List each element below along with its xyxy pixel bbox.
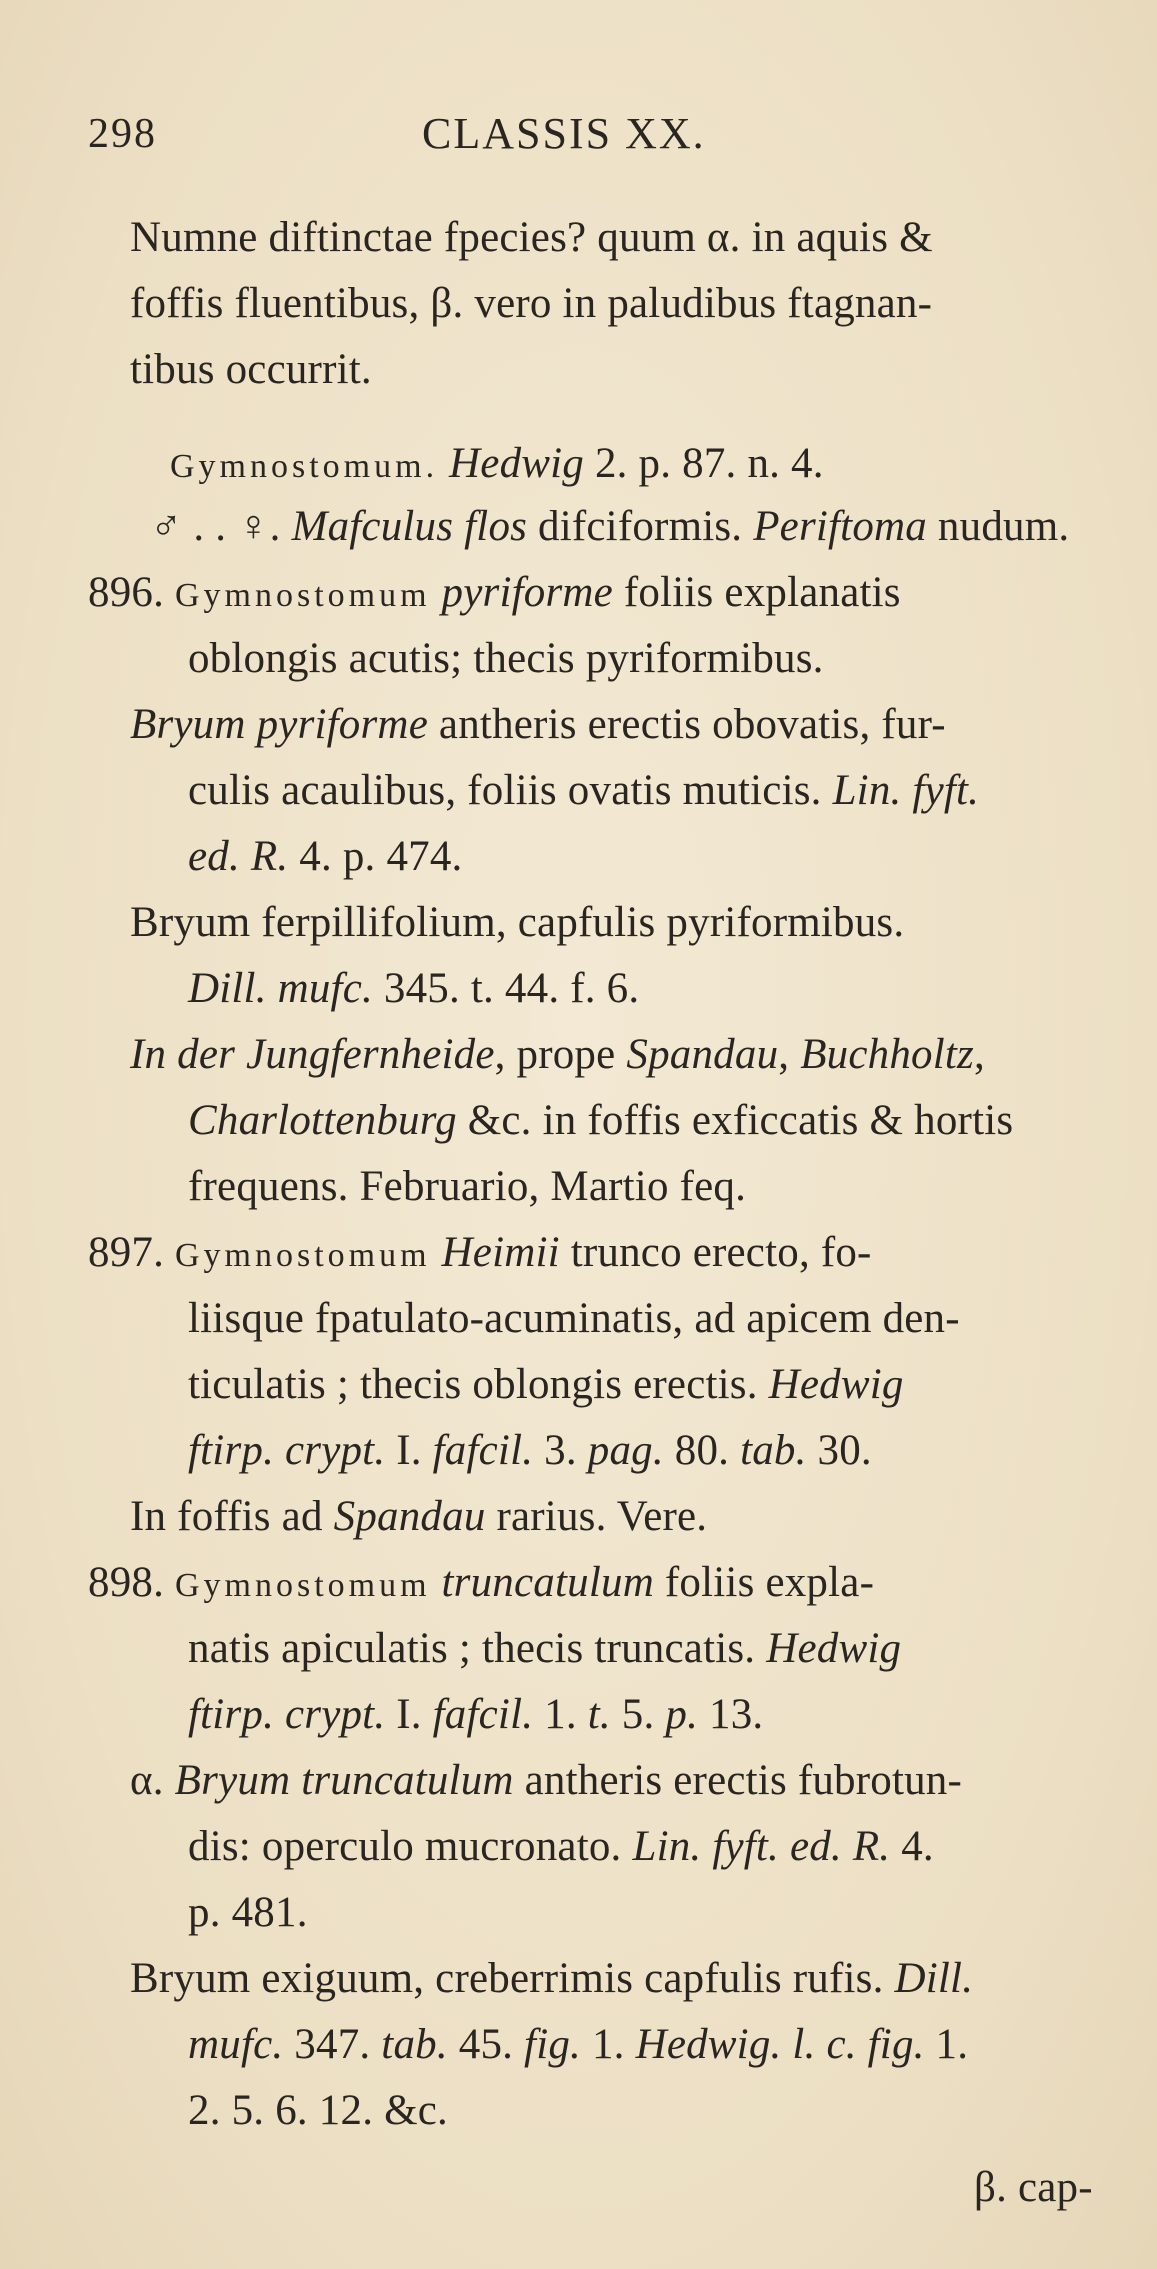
text-span: 2. 5. 6. 12. &c. — [188, 2087, 448, 2134]
text-span: 13. — [698, 1691, 764, 1738]
text-line — [188, 631, 824, 687]
text-span: rarius. Vere. — [485, 1493, 708, 1540]
italic-text: Bryum pyriforme — [130, 701, 428, 748]
text-line — [188, 829, 463, 885]
text-line — [188, 2083, 448, 2139]
text-line — [130, 697, 946, 753]
text-line — [130, 1753, 962, 1809]
italic-text: Charlottenburg — [188, 1097, 457, 1144]
italic-text: mufc. — [188, 2021, 284, 2068]
text-span: culis acaulibus, foliis ovatis muticis. — [188, 767, 833, 814]
text-line — [188, 1819, 934, 1875]
text-line — [150, 499, 1069, 555]
text-span: β. cap- — [974, 2164, 1093, 2211]
italic-text: Dill. mufc. — [188, 965, 373, 1012]
text-line — [130, 895, 904, 951]
italic-text: Periftoma — [753, 503, 927, 550]
text-span — [431, 1559, 442, 1606]
italic-text: Spandau — [626, 1031, 779, 1078]
genus-name: Gymnostomum — [175, 1567, 431, 1604]
text-span: 4. — [890, 1823, 934, 1870]
genus-name: Gymnostomum — [175, 577, 431, 614]
running-title: CLASSIS XX. — [422, 109, 706, 158]
text-span: difciformis. — [527, 503, 754, 550]
text-span: natis apiculatis ; thecis truncatis. — [188, 1625, 767, 1672]
text-span: 898. — [88, 1559, 175, 1606]
text-span: antheris erectis fubrotun- — [513, 1757, 963, 1804]
text-span: Numne diftinctae fpecies? quum α. in aquis & — [130, 214, 933, 261]
text-span: 2. p. 87. n. 4. — [584, 440, 824, 487]
text-line — [188, 1291, 960, 1347]
text-line — [88, 1555, 874, 1614]
italic-text: Hedwig — [766, 1625, 902, 1672]
text-span: frequens. Februario, Martio feq. — [188, 1163, 747, 1210]
text-span: 4. p. 474. — [288, 833, 463, 880]
italic-text: Lin. fyft. — [832, 767, 980, 814]
text-span: I. — [385, 1691, 433, 1738]
text-span: , prope — [494, 1031, 627, 1078]
italic-text: Buchholtz — [800, 1031, 974, 1078]
text-line — [188, 1885, 308, 1941]
text-span: 896. — [88, 569, 175, 616]
text-span: 1. — [533, 1691, 588, 1738]
page-number: 298 — [88, 111, 157, 157]
text-span: 897. — [88, 1229, 175, 1276]
italic-text: ftirp. crypt. — [188, 1691, 386, 1738]
text-span: α. — [130, 1757, 175, 1804]
italic-text: p. — [665, 1691, 699, 1738]
italic-text: pyriforme — [441, 569, 613, 616]
italic-text: Spandau — [333, 1493, 486, 1540]
italic-text: truncatulum — [441, 1559, 654, 1606]
italic-text: ed. R. — [188, 833, 289, 880]
text-line — [188, 2017, 968, 2073]
text-line — [170, 436, 824, 495]
text-line — [188, 961, 639, 1017]
italic-text: pag. — [587, 1427, 664, 1474]
text-span: tibus occurrit. — [130, 346, 372, 393]
text-span: oblongis acutis; thecis pyriformibus. — [188, 635, 824, 682]
text-span — [431, 1229, 442, 1276]
italic-text: fig. — [524, 2021, 581, 2068]
italic-text: Hedwig. l. c. fig. — [635, 2021, 925, 2068]
text-line — [88, 1225, 872, 1284]
text-span: ticulatis ; thecis oblongis erectis. — [188, 1361, 769, 1408]
italic-text: ftirp. crypt. — [188, 1427, 386, 1474]
text-line — [130, 1027, 985, 1083]
text-line — [130, 276, 932, 332]
text-line — [188, 1093, 1013, 1149]
text-line — [88, 565, 901, 624]
text-line — [188, 1423, 872, 1479]
text-span: 347. — [283, 2021, 382, 2068]
text-span: foffis fluentibus, β. vero in paludibus ftagnan- — [130, 280, 933, 327]
text-span: 45. — [447, 2021, 525, 2068]
italic-text: Hedwig — [768, 1361, 904, 1408]
text-line — [130, 1489, 707, 1545]
text-span: trunco erecto, fo- — [559, 1229, 872, 1276]
text-span: 30. — [806, 1427, 872, 1474]
italic-text: Hedwig — [449, 440, 584, 487]
text-span: foliis explanatis — [612, 569, 901, 616]
genus-name: Gymnostomum. — [170, 448, 439, 485]
italic-text: Dill. — [894, 1955, 974, 2002]
text-line — [130, 1951, 973, 2007]
text-span: antheris erectis obovatis, fur- — [427, 701, 946, 748]
italic-text: Bryum truncatulum — [174, 1757, 514, 1804]
text-span: Bryum exiguum, creberrimis capfulis rufis. — [130, 1955, 895, 2002]
italic-text: Lin. fyft. ed. R. — [632, 1823, 891, 1870]
text-span — [431, 569, 442, 616]
text-span: foliis expla- — [653, 1559, 875, 1606]
text-span: 1. — [924, 2021, 969, 2068]
text-span — [438, 440, 449, 487]
text-span: nudum. — [926, 503, 1070, 550]
italic-text: fafcil. — [432, 1427, 534, 1474]
text-span: , — [778, 1031, 801, 1078]
text-span: Bryum ferpillifolium, capfulis pyriformibus. — [130, 899, 905, 946]
text-line — [188, 763, 979, 819]
text-span: , — [973, 1031, 985, 1078]
italic-text: fafcil. — [432, 1691, 534, 1738]
text-span: 5. — [610, 1691, 666, 1738]
text-line — [188, 1357, 904, 1413]
text-span: &c. in foffis exficcatis & hortis — [456, 1097, 1014, 1144]
text-span: 80. — [663, 1427, 741, 1474]
italic-text: Mafculus flos — [291, 503, 528, 550]
text-span: 3. — [533, 1427, 588, 1474]
text-line — [130, 210, 933, 266]
italic-text: Heimii — [441, 1229, 560, 1276]
text-span: 1. — [581, 2021, 636, 2068]
text-line — [130, 342, 372, 398]
italic-text: tab. — [740, 1427, 807, 1474]
text-span: I. — [385, 1427, 433, 1474]
text-span: dis: operculo mucronato. — [188, 1823, 633, 1870]
text-line — [188, 1159, 746, 1215]
text-span: liisque fpatulato-acuminatis, ad apicem den- — [188, 1295, 960, 1342]
text-line — [188, 1687, 763, 1743]
italic-text: t. — [587, 1691, 611, 1738]
text-span: ♂ . . ♀. — [150, 503, 292, 550]
italic-text: In der Jungfernheide — [130, 1031, 495, 1078]
text-span: p. 481. — [188, 1889, 308, 1936]
text-span: In foffis ad — [130, 1493, 334, 1540]
text-line — [188, 1621, 901, 1677]
italic-text: tab. — [381, 2021, 448, 2068]
text-span: 345. t. 44. f. 6. — [372, 965, 640, 1012]
genus-name: Gymnostomum — [175, 1237, 431, 1274]
text-line — [974, 2160, 1093, 2216]
